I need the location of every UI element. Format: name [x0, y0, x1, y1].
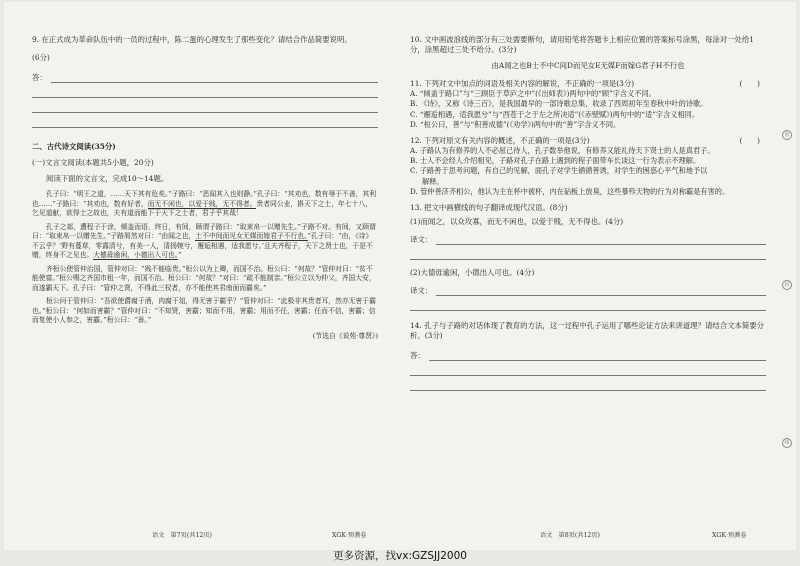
question-14-stem: 14. 孔子与子路的对话体现了教育的方法，这一过程中孔子运用了哪些论证方法来讲道理？请结合文本简要分析。(3分) [410, 320, 765, 340]
passage-paragraph-2: 孔子之郯，遭程子于涂，倾盖而语，终日，有间，顾谓子路曰：“取束帛一以赠先生。”子路不对。有间，又顾谓曰：“取束帛一以赠先生。”子路屑然对曰：“由闻之也，士不中间而见女无媒而嫁君子不行也。”孔子曰：“由，《诗》不云乎？‘野有蔓草，零露清兮，有美一人，清扬婉兮，邂逅相遇，适我愿兮。’且夫齐程子，天下之贤士也，于是不赠，终身不之见也。大德毋逾闲，小德出入可也。” [32, 222, 376, 259]
answer-label: 答： [32, 73, 47, 82]
question-12-option-c[interactable]: C. 子路善于思考问题，有自己的见解，面孔子对学生循循善诱，对学生的困惑心平气和地予以 [410, 166, 708, 176]
question-13-translation-2[interactable] [410, 284, 766, 296]
question-12-option-c-continued: 解释。 [422, 176, 444, 186]
question-11-option-d[interactable]: D. “桓公曰，善”与“积善成德”(《劝学》)两句中的“善”字含义不同。 [410, 120, 621, 130]
question-11-option-b[interactable]: B. 《诗》，又称《诗三百》，是我国最早的一部诗歌总集，收录了西周初年至春秋中叶的诗歌。 [410, 99, 708, 109]
reading-instruction: 阅读下面的文言文，完成10～14题。 [46, 174, 169, 183]
question-9-stem: 9. 在正式成为革命队伍中的一员的过程中，陈二蛋的心理发生了那些变化？请结合作品简要说明。 [32, 35, 352, 44]
question-11-option-a[interactable]: A. “倾盖于路口”与“三顾臣于草庐之中”(《出师表》)两句中的“顾”字含义不同。 [410, 89, 656, 98]
question-14-answer-line[interactable] [410, 349, 766, 361]
question-10-stem: 10. 文中画波浪线的部分有三处需要断句，请用铅笔将答题卡上相应位置的答案标号涂黑，每涂对一处给1分，涂黑超过三处不给分。(3分) [410, 35, 754, 54]
answer-rule[interactable] [32, 113, 378, 128]
answer-rule[interactable] [410, 296, 766, 311]
answer-rule[interactable] [32, 83, 378, 98]
answer-rule[interactable] [410, 376, 766, 391]
question-13-translation-1[interactable] [410, 233, 766, 245]
fold-mark: 封 [782, 280, 792, 290]
answer-rule[interactable] [32, 98, 378, 113]
question-12-option-b[interactable]: B. 士人不会经人介绍相见，子路对孔子在路上遇到的程子面带车长谈这一行为表示不理解。 [410, 156, 701, 166]
question-13-sentence-1: (1)而闻之，以众攻寡，而无不闲也，以爱于贱，无不得也。(4分) [410, 216, 624, 226]
wavy-line-sentence: 士不中间而见女无媒而嫁君子不行也。 [195, 232, 308, 240]
question-10-sentence: 由A闻之也B士不中C间D而见女E无媒F而嫁G君子H不行也 [491, 61, 685, 70]
question-13-stem: 13. 把文中画横线的句子翻译成现代汉语。(8分) [410, 202, 568, 212]
fold-mark: 密 [782, 130, 792, 140]
question-12-option-a[interactable]: A. 子路认为有修养的人不必屈己待人，孔子数举他说，有修养又能礼待天下贤士的人是真君子。 [410, 145, 715, 155]
passage-paragraph-4: 桓公问于管仲曰：“吾欲使爵腐于酒，肉腐于俎，得无害于霸乎？”管仲对曰：“此极非其贵者耳，然亦无害于霸也。”桓公曰：“何如而害霸？”管仲对曰：“不知贤，害霸；知而不用，害霸；用而不任，害霸；任而不信，害霸；信而复使小人参之，害霸。”桓公曰：“善。” [32, 297, 376, 324]
right-page-number: 语文 第8页(共12页) [540, 532, 600, 539]
fold-mark: 线 [782, 438, 792, 448]
question-11-option-c[interactable]: C. “邂逅相遇，适我愿兮”与“西苍于之于左之所决适”(《赤壁赋》)两句中的“适”字含义相同。 [410, 109, 700, 119]
left-page [32, 2, 378, 550]
answer-rule[interactable] [410, 361, 766, 376]
answer-rule[interactable] [410, 245, 766, 260]
question-12-option-d[interactable]: D. 管仲善济齐相公，他认为主在杯中被杯，内在砧板上放臭，这些暴殄天物的行为对称霸是有害的。 [410, 187, 730, 197]
right-exam-tag: XGK·预测卷 [712, 532, 747, 539]
section-2-subtitle: (一)文言文阅读(本题共5小题，20分) [32, 158, 154, 167]
right-page [410, 2, 766, 550]
question-9-score: (6分) [32, 53, 50, 62]
left-exam-tag: XGK·预测卷 [332, 532, 367, 539]
passage-source: (节选自《说苑·尊贤》) [312, 331, 378, 340]
question-11-stem: 11. 下列对文中加点的词语及相关内容的解说，不正确的一项是(3分) ( ) [410, 79, 760, 88]
section-2-title: 二、古代诗文阅读(35分) [32, 142, 116, 151]
underlined-sentence-2: 大德毋逾闲，小德出入可也。 [93, 251, 179, 259]
exam-sheet [4, 2, 796, 550]
left-page-number: 语文 第7页(共12页) [152, 532, 212, 539]
passage-paragraph-3: 齐桓公使管仲治国，管仲对曰：“贱不能临贵。”桓公以为上卿，而国不治。桓公曰：“何故？”管仲对曰：“贫不能使富。”桓公赐之齐国市租一年，而国不治。桓公曰：“何故？”对曰：“疏不能制亲。”桓公立以为仲父，齐国大安，而遂霸天下。孔子曰：“管仲之贤，不得此三权者，亦不能使其君南面而霸矣。” [32, 264, 376, 292]
question-12-stem: 12. 下列对原文有关内容的概述，不正确的一项是(3分) ( ) [410, 135, 760, 145]
answer-label: 答： [410, 350, 425, 360]
translation-label: 译文： [410, 285, 433, 295]
question-9-answer-line[interactable] [32, 71, 378, 83]
passage-paragraph-1: 孔子曰：“明王之道，……天下其有危矣。”子路曰：“恶闻其入也则静。”孔子曰：“其劝也，数有辱于不善，其利也……”子路曰：“其劝也，数有好者，而无不闲也，以爱于贱，无不得者。贵者同公业，斟天下之士，年七十八，乞见道献，欲得士之故也，夫有道而能下于天下之士者，君子乎其哉！ [32, 190, 377, 217]
underlined-sentence-1: 而无不闲也，以爱于贱，无不得者。 [147, 199, 257, 208]
translation-label: 译文： [410, 234, 433, 244]
watermark-text: 更多资源，找vx:GZSJJ2000 [333, 550, 467, 562]
question-13-sentence-2: (2)大德毋逾闲，小德出入可也。(4分) [410, 267, 535, 277]
